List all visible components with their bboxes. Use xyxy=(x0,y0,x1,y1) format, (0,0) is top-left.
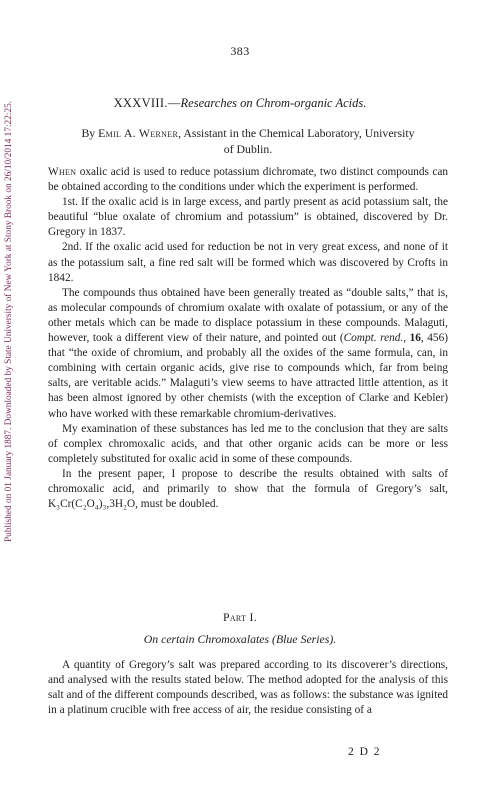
paragraph-6: In the present paper, I propose to describe the results obtained with salts of chromoxalic acid, and primarily to show that the formula of Gregory’s salt, K₃Cr(C₂O₄)₃,3H₂O, must be doubled. xyxy=(48,467,448,511)
citation-volume: 16 xyxy=(409,332,421,345)
part-heading: Part I. xyxy=(222,610,257,624)
paragraph-1 xyxy=(48,165,448,195)
paragraph-7: A quantity of Gregory’s salt was prepared according to its discoverer’s directions, and analysed with the results stated below. The method adopted for the analysis of this salt and of the different compounds described, was as follows: the substance was ignited in a platinum crucible with free access of air, the residue consisting of a xyxy=(48,659,448,717)
paragraph-3: 2nd. If the oxalic acid used for reduction be not in very great excess, and none of it as the potassium salt, a fine red salt will be formed which was discovered by Crofts in 1842. xyxy=(48,241,448,284)
byline xyxy=(48,125,448,157)
paragraph-4-text-a: The compounds thus obtained have been generally treated as “double salts,” that is, as molecular compounds of chromium oxalate with oxalate of potassium, or any of the other metals which can be made to displace potassium in these compounds. Malaguti, however, took a different view of their nature, and pointed out ( xyxy=(48,286,448,345)
article-title xyxy=(40,96,440,111)
paragraph-1-lead: When xyxy=(48,166,77,178)
affiliation-line-1: , Assistant in the Chemical Laboratory, University xyxy=(178,126,415,140)
paragraph-1-text: oxalic acid is used to reduce potassium dichromate, two distinct compounds can be obtained according to the conditions under which the experiment is performed. xyxy=(48,166,448,194)
paragraph-5: My examination of these substances has led me to the conclusion that they are salts of complex chromoxalic acids, and that other organic acids can be more or less completely substituted for oxalic acid in some of these compounds. xyxy=(48,422,448,465)
affiliation-line-2: of Dublin. xyxy=(223,142,273,156)
introduction-text xyxy=(48,165,448,512)
citation-separator: , xyxy=(403,332,410,345)
publication-sidebar-note: Published on 01 January 1887. Downloaded by State University of New York at Stony Brook on 26/10/2014 17:22:25. xyxy=(4,100,14,542)
article-number: XXXVIII.— xyxy=(113,96,181,110)
paragraph-2: 1st. If the oxalic acid is in large excess, and partly present as acid potassium salt, the beautiful “blue oxalate of chromium and potassium” is obtained, discovered by Dr. Gregory in 1837. xyxy=(48,196,448,239)
page-number: 383 xyxy=(230,44,250,58)
citation-journal: Compt. rend. xyxy=(343,332,404,345)
paragraph-4-text-b: , 456) that “the oxide of chromium, and probably all the oxides of the same formula, can, in combining with certain organic acids, give rise to compounds which, far from being salts, are veritable acids.” Malaguti’s view seems to have attracted little attention, as it has been almost ignored by other chemists (with the exception of Clarke and Kebler) who have worked with these remarkable chromium-derivatives. xyxy=(48,332,448,420)
paragraph-4 xyxy=(48,286,448,422)
section-heading: On certain Chromoxalates (Blue Series). xyxy=(143,632,337,646)
part-one-text xyxy=(48,658,448,718)
signature-mark: 2 D 2 xyxy=(348,746,382,758)
article-title-text: Researches on Chrom-organic Acids. xyxy=(180,96,367,110)
author-name: Emil A. Werner xyxy=(98,126,179,140)
byline-by: By xyxy=(81,126,99,140)
